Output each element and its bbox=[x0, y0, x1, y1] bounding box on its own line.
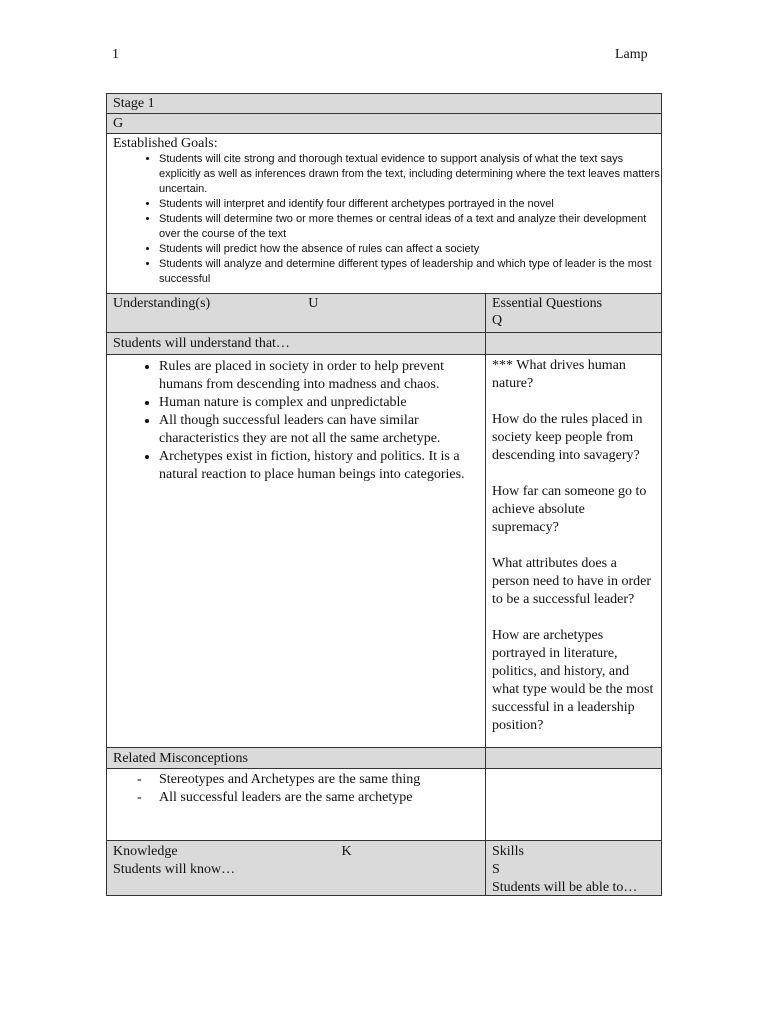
understandings-header bbox=[107, 294, 486, 332]
essential-question: How far can someone go to achieve absolute supremacy? bbox=[492, 484, 647, 535]
misconception-item bbox=[137, 789, 485, 807]
understanding-item: • Archetypes exist in fiction, history and politics. It is a natural reaction to place human beings into categories. bbox=[159, 448, 475, 484]
understand-intro-row bbox=[106, 333, 662, 355]
essential-question: What attributes does a person need to have in order to be a successful leader? bbox=[492, 556, 651, 607]
misconceptions-body-row bbox=[106, 769, 662, 841]
misconceptions-list bbox=[107, 769, 485, 807]
misconception-text: All successful leaders are the same archetype bbox=[159, 790, 413, 805]
essential-question: How are archetypes portrayed in literature, politics, and history, and what type would be the most successful in a leadership position? bbox=[492, 628, 654, 733]
misconceptions-label: Related Misconceptions bbox=[107, 748, 486, 768]
skills-code: S bbox=[492, 862, 500, 877]
empty-cell bbox=[486, 333, 661, 354]
misconception-item bbox=[137, 771, 485, 789]
understanding-item: • Rules are placed in society in order to help prevent humans from descending into madness and chaos. bbox=[159, 358, 475, 394]
goal-item: • Students will predict how the absence of rules can affect a society bbox=[159, 242, 661, 257]
goal-item: • Students will cite strong and thorough textual evidence to support analysis of what the text says explicitly as well as inferences drawn from the text, including determining where the text leaves matters uncertain. bbox=[159, 152, 661, 197]
empty-cell bbox=[486, 769, 661, 840]
essential-question: How do the rules placed in society keep people from descending into savagery? bbox=[492, 412, 643, 463]
understandings-list bbox=[107, 355, 485, 484]
stage-title: Stage 1 bbox=[106, 93, 662, 114]
knowledge-intro: Students will know… bbox=[113, 862, 236, 877]
understandings-label: Understanding(s) bbox=[113, 296, 211, 311]
running-header-author: Lamp bbox=[615, 47, 648, 62]
skills-label: Skills bbox=[492, 844, 524, 859]
goal-item: • Students will analyze and determine different types of leadership and which type of leader is the most successful bbox=[159, 257, 661, 287]
dash-marker: - bbox=[137, 790, 142, 805]
page-number: 1 bbox=[112, 47, 119, 62]
empty-cell bbox=[486, 748, 661, 768]
knowledge-code: K bbox=[341, 844, 352, 859]
essential-questions-header bbox=[486, 294, 661, 332]
knowledge-label: Knowledge bbox=[113, 844, 178, 859]
goals-code: G bbox=[106, 114, 662, 134]
misconception-text: Stereotypes and Archetypes are the same thing bbox=[159, 772, 421, 787]
understandings-code: U bbox=[308, 296, 319, 311]
goal-item: • Students will determine two or more themes or central ideas of a text and analyze their development over the course of the text bbox=[159, 212, 661, 242]
understandings-body-row bbox=[106, 355, 662, 748]
essential-questions-code: Q bbox=[492, 313, 503, 328]
unit-plan-table bbox=[106, 93, 662, 896]
essential-question: *** What drives human nature? bbox=[492, 358, 626, 391]
understanding-item: • All though successful leaders can have similar characteristics they are not all the same archetype. bbox=[159, 412, 475, 448]
misconceptions-body bbox=[107, 769, 486, 840]
misconceptions-header-row bbox=[106, 748, 662, 769]
understanding-item: • Human nature is complex and unpredictable bbox=[159, 394, 475, 412]
goal-item: • Students will interpret and identify four different archetypes portrayed in the novel bbox=[159, 197, 661, 212]
established-goals-label: Established Goals: bbox=[113, 136, 218, 151]
essential-questions-body bbox=[486, 355, 661, 747]
knowledge-skills-row bbox=[106, 841, 662, 896]
skills-cell bbox=[486, 841, 661, 895]
understand-intro: Students will understand that… bbox=[107, 333, 486, 354]
understandings-body bbox=[107, 355, 486, 747]
established-goals-section bbox=[106, 134, 662, 294]
understandings-header-row bbox=[106, 294, 662, 333]
goals-list bbox=[107, 152, 661, 293]
skills-intro: Students will be able to… bbox=[492, 880, 638, 895]
dash-marker: - bbox=[137, 772, 142, 787]
knowledge-cell bbox=[107, 841, 486, 895]
essential-questions-label: Essential Questions bbox=[492, 296, 603, 311]
